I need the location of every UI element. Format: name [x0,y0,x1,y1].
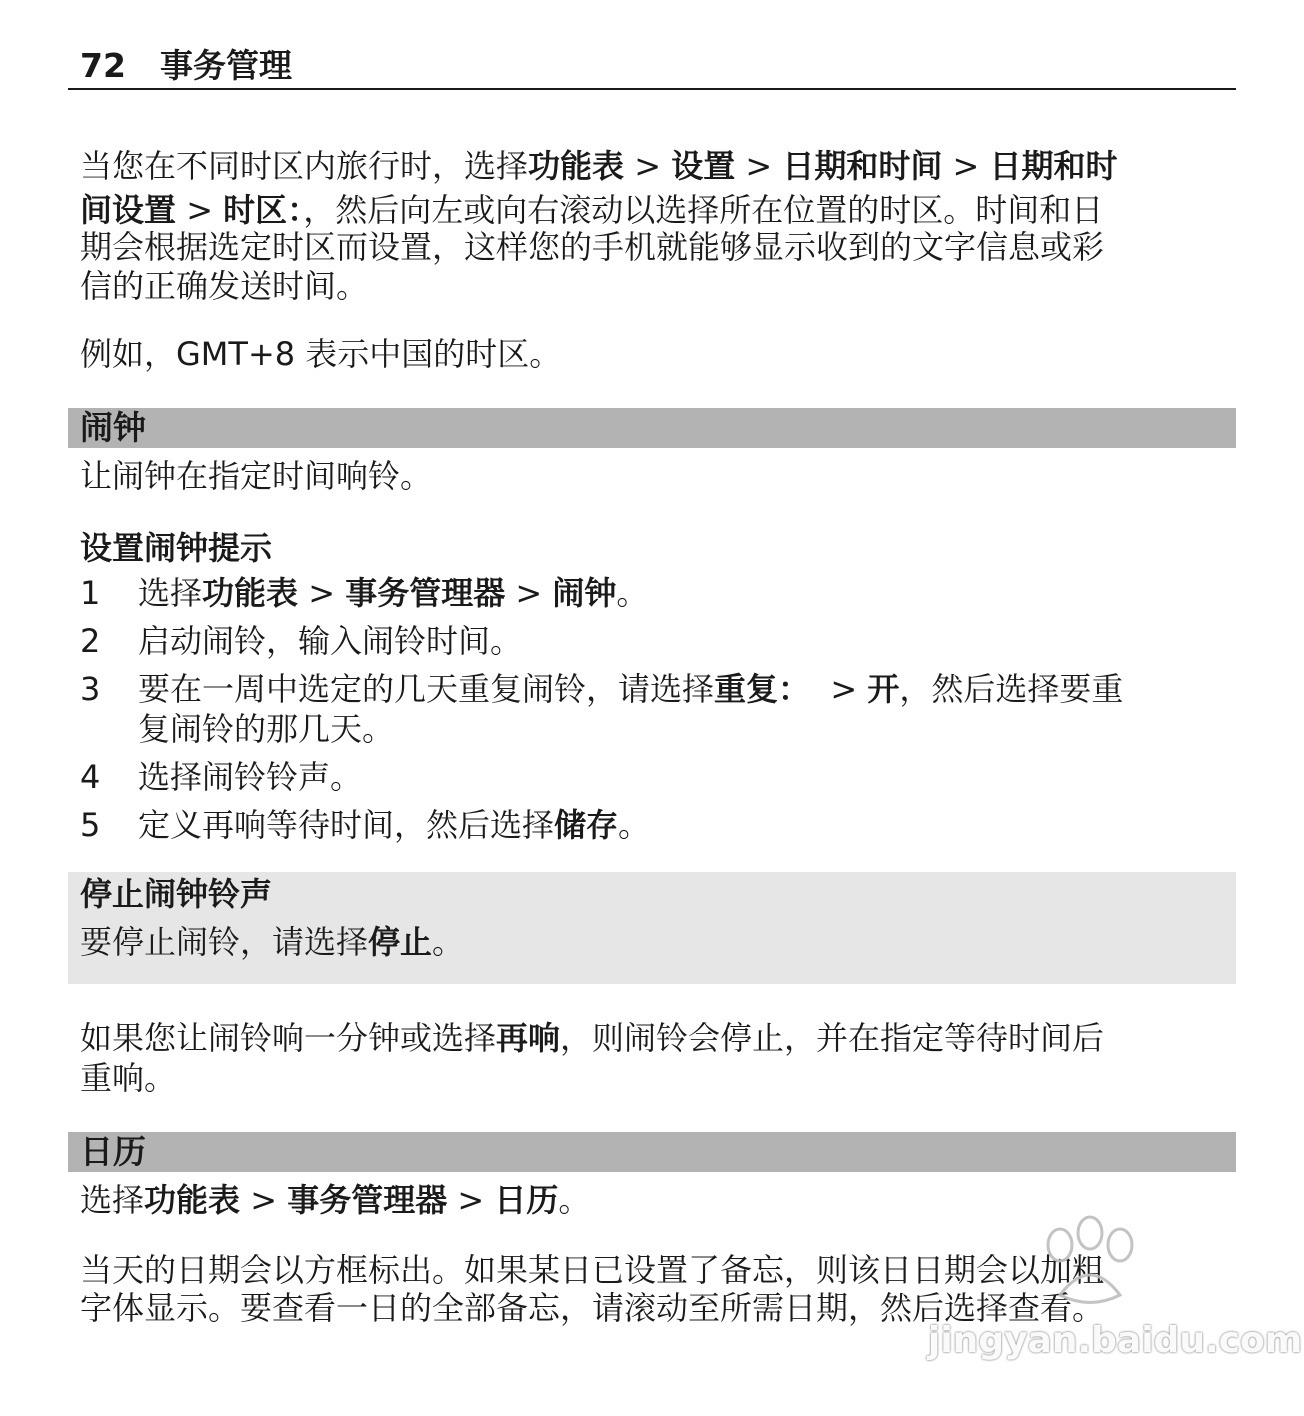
separator: > [447,1181,495,1219]
subheading-stop-alarm: 停止闹钟铃声 [80,875,273,913]
page-header [68,44,1236,90]
menu-term: 日期和时 [989,147,1118,185]
menu-term: 日期和时间 [782,147,943,185]
separator: > [624,147,672,185]
text: 信的正确发送时间。 [80,267,369,305]
step-text [138,668,1123,710]
menu-term: 开 [867,670,900,708]
text: 要在一周中选定的几天重复闹铃，请选择 [138,670,715,708]
section-heading-alarm: 闹钟 [80,408,146,447]
calendar-desc-line-2: 字体显示。要查看一日的全部备忘，请滚动至所需日期，然后选择查看。 [80,1289,1105,1327]
separator: > [505,574,553,612]
step-text: 选择闹铃铃声。 [138,758,363,796]
text: 如果您让闹铃响一分钟或选择 [80,1019,497,1057]
text: ，则闹铃会停止，并在指定等待时间后 [560,1019,1105,1057]
menu-term: 功能表 [528,147,625,185]
menu-term: 重复： [714,670,811,708]
snooze-line-1 [80,1016,1230,1060]
menu-term: 事务管理器 [345,574,506,612]
separator: > [810,670,868,708]
text: 选择 [80,1181,145,1219]
menu-term: 时区： [223,191,304,229]
text: 期会根据选定时区而设置，这样您的手机就能够显示收到的文字信息或彩 [80,228,1105,266]
page-number: 72 [80,46,126,85]
step-number: 1 [80,574,101,612]
text: 当您在不同时区内旅行时，选择 [80,147,529,185]
site-watermark: jingyan.baidu.com [928,1320,1303,1361]
menu-term: 闹钟 [552,574,617,612]
text: ，然后向左或向右滚动以选择所在位置的时区。时间和日 [303,191,1104,229]
stop-alarm-text [80,920,1230,964]
step-number: 4 [80,758,101,796]
menu-term: 功能表 [144,1181,241,1219]
text: 定义再响等待时间，然后选择 [138,806,555,844]
text: ，然后选择要重 [899,670,1124,708]
snooze-line-2 [80,1056,1230,1100]
paw-watermark-icon [1030,1215,1150,1315]
menu-term: 再响 [496,1019,561,1057]
subheading-set-alarm: 设置闹钟提示 [80,529,273,567]
menu-term: 储存 [554,806,619,844]
timezone-example: 例如，GMT+8 表示中国的时区。 [80,335,562,373]
separator: > [240,1181,288,1219]
separator: > [176,191,224,229]
step-number: 5 [80,806,101,844]
step-text: 启动闹铃，输入闹铃时间。 [138,622,523,660]
text: 。 [432,923,465,961]
menu-term: 间设置 [80,191,177,229]
step-text: 复闹铃的那几天。 [138,710,395,748]
text: 。 [558,1181,591,1219]
chapter-title: 事务管理 [160,46,292,85]
intro-line-1 [80,144,1230,188]
menu-term: 停止 [368,923,433,961]
step-number: 3 [80,670,101,708]
text: 要停止闹铃，请选择 [80,923,369,961]
separator: > [942,147,990,185]
section-bar-calendar [68,1132,1236,1172]
separator: > [735,147,783,185]
intro-line-4 [80,264,1230,308]
separator: > [298,574,346,612]
menu-term: 日历 [494,1181,559,1219]
menu-term: 事务管理器 [287,1181,448,1219]
menu-term: 设置 [671,147,736,185]
step-text [138,572,648,614]
section-bar-alarm [68,408,1236,448]
step-text [138,804,650,846]
step-number: 2 [80,622,101,660]
text: 。 [618,806,651,844]
calendar-desc-line-1: 当天的日期会以方框标出。如果某日已设置了备忘，则该日日期会以加粗 [80,1251,1105,1289]
text: 选择 [138,574,203,612]
text: 重响。 [80,1059,177,1097]
menu-term: 功能表 [202,574,299,612]
intro-line-3 [80,225,1230,269]
alarm-intro: 让闹钟在指定时间响铃。 [80,457,433,495]
text: 。 [616,574,649,612]
section-heading-calendar: 日历 [80,1132,146,1171]
